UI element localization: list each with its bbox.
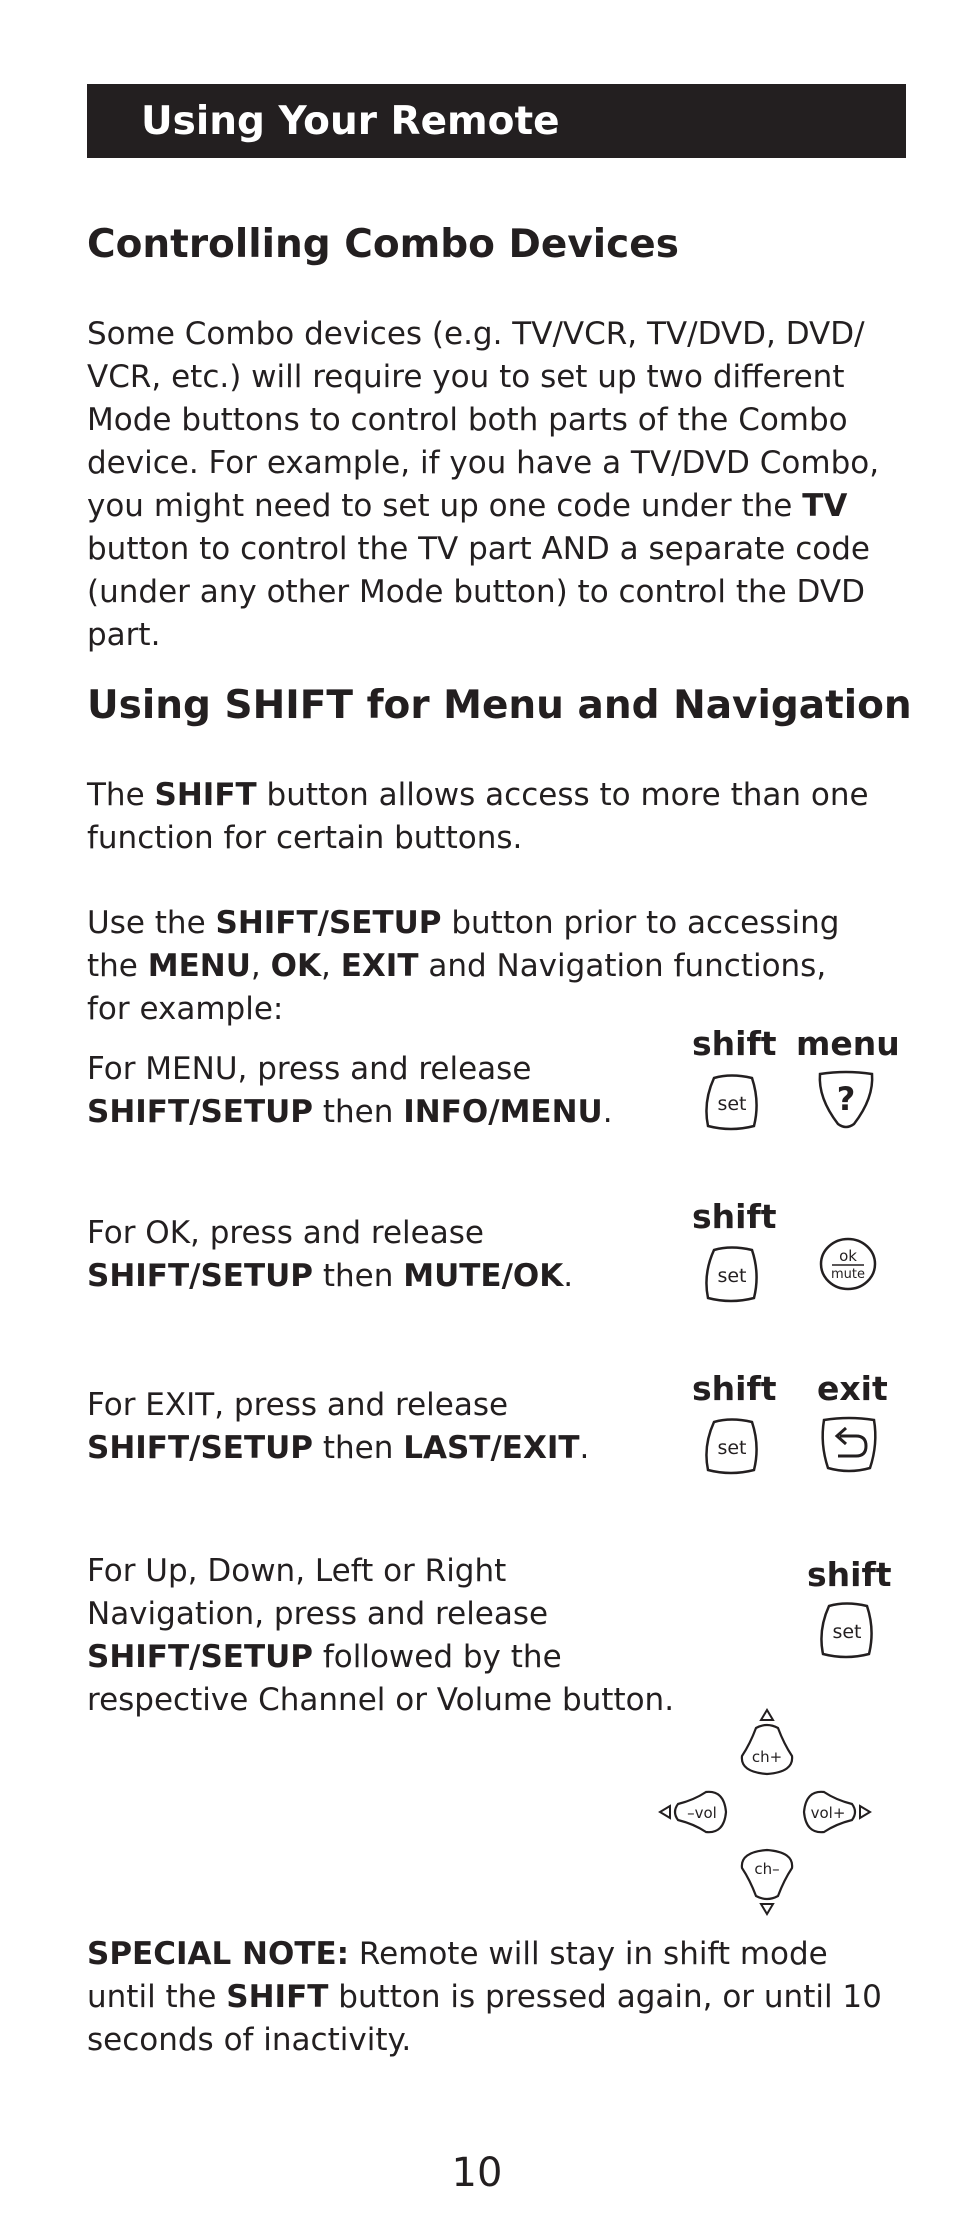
heading-shift-navigation: Using SHIFT for Menu and Navigation xyxy=(87,683,912,728)
step-ok: For OK, press and release SHIFT/SETUP then MUTE/OK. xyxy=(87,1215,574,1294)
heading-combo-devices: Controlling Combo Devices xyxy=(87,222,679,267)
set-button-label: set xyxy=(832,1621,862,1643)
set-button-icon xyxy=(700,1416,762,1478)
page-number: 10 xyxy=(451,2150,503,2196)
step-menu: For MENU, press and release SHIFT/SETUP then INFO/MENU. xyxy=(87,1051,613,1130)
nav-down-arrow-icon xyxy=(761,1904,773,1914)
paragraph-shift-intro: The SHIFT button allows access to more than one function for certain buttons. xyxy=(87,777,869,856)
vol-minus-label: –vol xyxy=(687,1804,717,1822)
mute-label: mute xyxy=(831,1267,865,1282)
set-button-label: set xyxy=(717,1437,747,1459)
vol-plus-label: vol+ xyxy=(810,1804,846,1822)
ok-label: ok xyxy=(839,1247,857,1265)
step-exit: For EXIT, press and release SHIFT/SETUP then LAST/EXIT. xyxy=(87,1387,590,1466)
label-exit: exit xyxy=(817,1369,888,1408)
label-shift-exit: shift xyxy=(692,1369,777,1408)
set-button-icon xyxy=(700,1072,762,1134)
set-button-icon xyxy=(700,1244,762,1306)
nav-left-arrow-icon xyxy=(660,1806,670,1818)
question-button-label: ? xyxy=(836,1080,856,1118)
special-note: SPECIAL NOTE: Remote will stay in shift mode until the SHIFT button is pressed again, or until 10 seconds of inactivity. xyxy=(87,1936,882,2058)
set-button-label: set xyxy=(717,1265,747,1287)
nav-up-arrow-icon xyxy=(761,1710,773,1720)
label-shift-navigation: shift xyxy=(807,1555,892,1594)
set-button-icon xyxy=(815,1600,877,1662)
label-shift-menu: shift xyxy=(692,1024,777,1063)
label-menu: menu xyxy=(796,1024,900,1063)
exit-arrow-button-icon xyxy=(818,1414,880,1476)
step-navigation: For Up, Down, Left or Right Navigation, press and release SHIFT/SETUP followed by the respective Channel or Volume button. xyxy=(87,1553,675,1718)
ok-mute-button-icon xyxy=(818,1234,878,1294)
nav-right-arrow-icon xyxy=(860,1806,870,1818)
set-button-label: set xyxy=(717,1093,747,1115)
paragraph-shift-usage: Use the SHIFT/SETUP button prior to accessing the MENU, OK, EXIT and Navigation functions, for example: xyxy=(87,905,840,1027)
ch-plus-label: ch+ xyxy=(751,1748,783,1766)
section-header-bar xyxy=(87,84,906,158)
question-button-icon xyxy=(814,1068,878,1132)
label-shift-ok: shift xyxy=(692,1197,777,1236)
paragraph-combo-devices: Some Combo devices (e.g. TV/VCR, TV/DVD, DVD/ VCR, etc.) will require you to set up two different Mode buttons to control both parts of the Combo device. For example, if you have a TV/DVD Combo, you might need to set up one code under the TV button to control the TV part AND a separate code (under any other Mode button) to control the DVD part. xyxy=(87,316,880,653)
section-header-title: Using Your Remote xyxy=(141,98,560,144)
ch-minus-label: ch– xyxy=(754,1860,780,1878)
navigation-pad-icon xyxy=(650,1700,880,1925)
